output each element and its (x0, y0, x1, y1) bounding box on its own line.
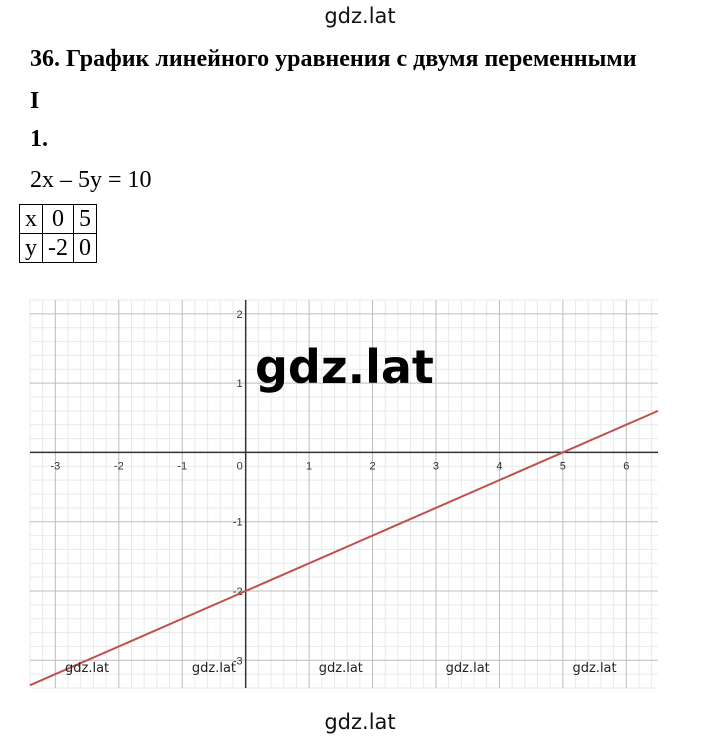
watermark-plot: gdz.lat (65, 661, 110, 676)
y-tick-label: -2 (232, 586, 243, 598)
task-number: 1. (30, 126, 48, 152)
equation: 2x – 5y = 10 (30, 167, 152, 193)
value-table (19, 204, 97, 263)
table-cell: 0 (74, 234, 97, 263)
watermark-plot: gdz.lat (318, 661, 363, 676)
table-row (20, 234, 97, 263)
watermark-plot: gdz.lat (191, 661, 237, 676)
x-tick-label: 3 (432, 460, 440, 473)
watermark-bottom: gdz.lat (324, 710, 396, 734)
table-cell: 0 (43, 205, 74, 234)
y-tick-label: -1 (232, 516, 243, 529)
watermark-center: gdz.lat (255, 340, 434, 394)
x-tick-label: 2 (369, 460, 376, 473)
x-tick-label: 5 (559, 460, 566, 473)
x-tick-label: 6 (623, 460, 630, 473)
x-tick-label: 4 (496, 460, 503, 473)
x-tick-label: 0 (236, 460, 243, 473)
x-tick-label: 1 (306, 460, 313, 473)
x-tick-label: -2 (113, 460, 124, 473)
y-tick-label: -3 (232, 655, 243, 668)
x-tick-label: -1 (177, 460, 188, 473)
table-cell: 5 (74, 205, 97, 234)
watermark-plot: gdz.lat (572, 661, 617, 676)
row-header-y: y (20, 234, 43, 263)
watermark-plot: gdz.lat (445, 661, 490, 676)
table-cell: -2 (43, 234, 74, 263)
page-title: 36. График линейного уравнения с двумя переменными (30, 46, 637, 72)
y-tick-label: 2 (236, 308, 243, 321)
row-header-x: x (20, 205, 43, 234)
watermark-top: gdz.lat (324, 4, 396, 28)
section-label: I (30, 88, 40, 114)
y-tick-label: 1 (236, 378, 243, 391)
x-tick-label: -3 (50, 460, 61, 473)
table-row (20, 205, 97, 234)
